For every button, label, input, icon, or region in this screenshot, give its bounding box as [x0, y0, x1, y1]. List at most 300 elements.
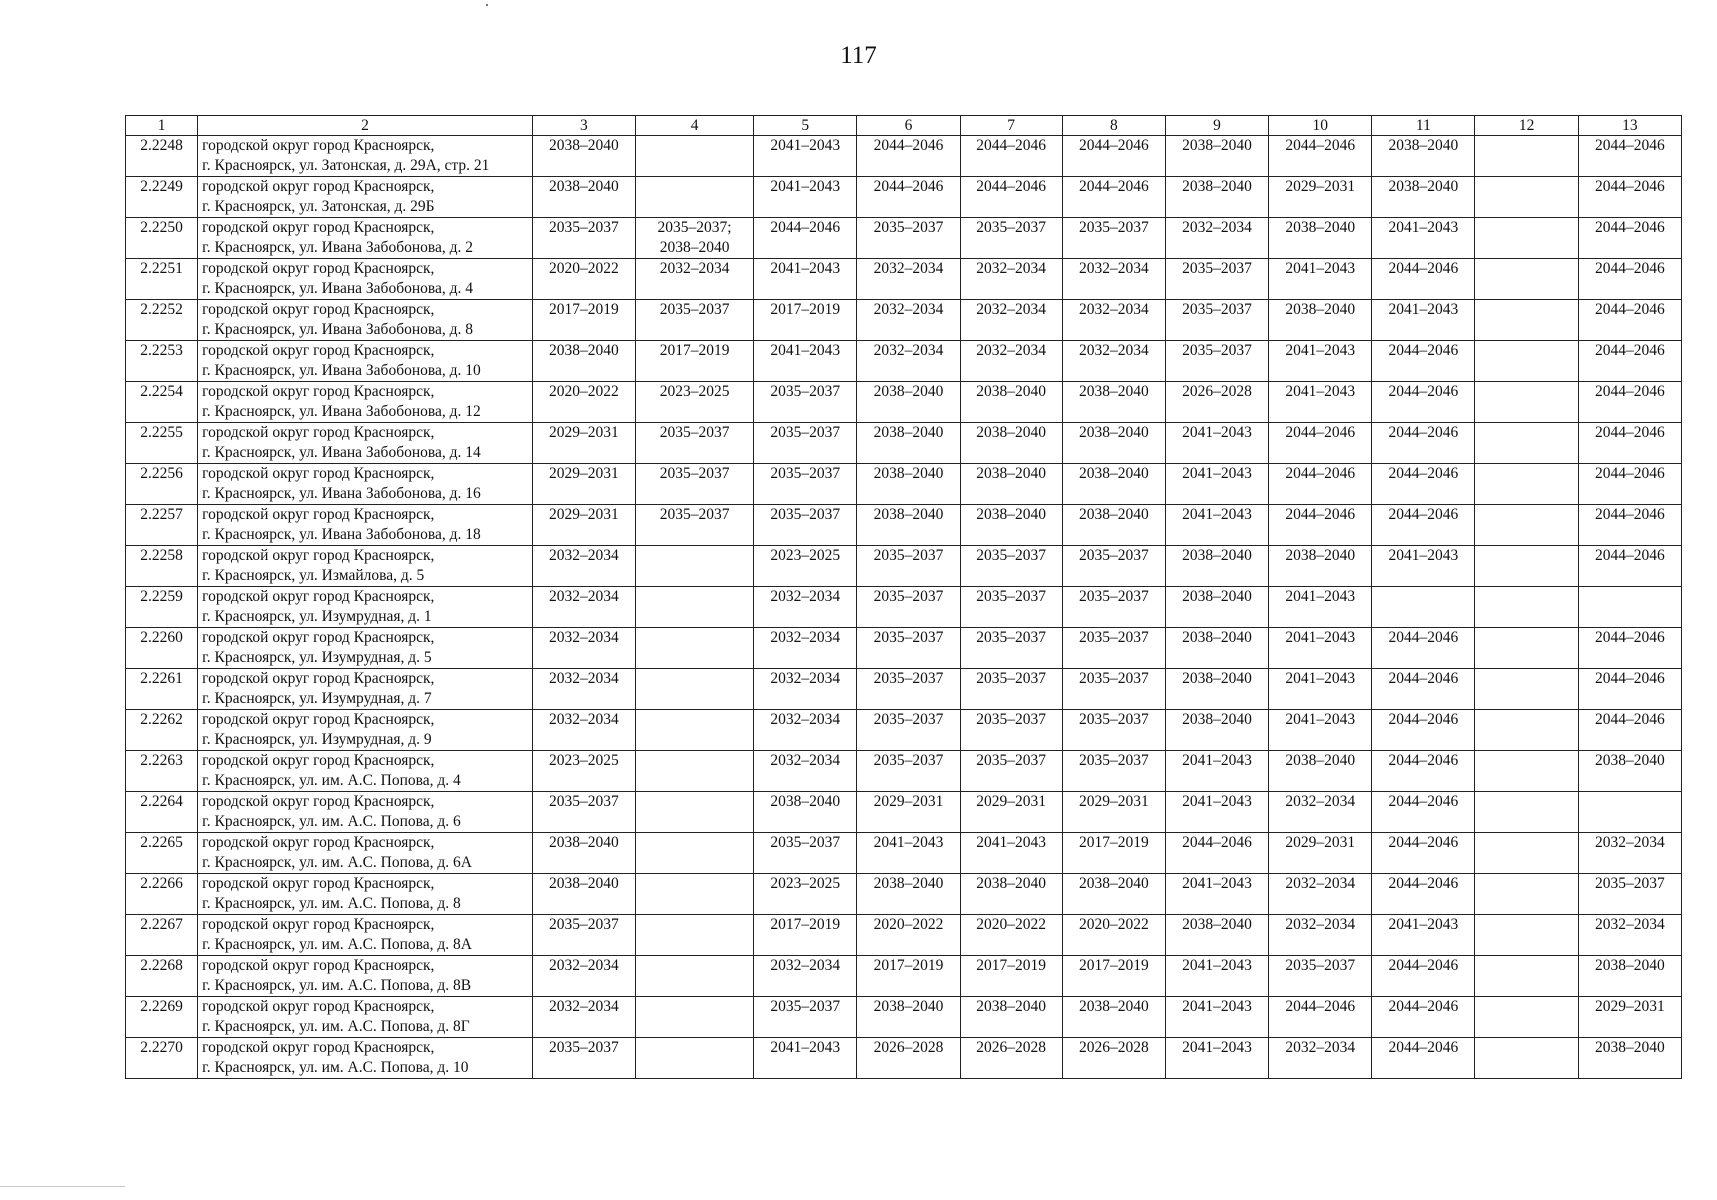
- period-value: 2041–2043: [1182, 1039, 1252, 1056]
- table-row: [126, 1038, 1682, 1079]
- period-value: 2038–2040: [548, 875, 619, 892]
- period-value: 2035–2037: [548, 1039, 619, 1056]
- period-value: 2041–2043: [1285, 342, 1356, 359]
- period-cell-col-12: [1475, 300, 1578, 341]
- address-district: городской округ город Красноярск,: [202, 219, 435, 236]
- address-street: г. Красноярск, ул. Измайлова, д. 5: [202, 567, 425, 584]
- period-cell-col-3: [532, 833, 635, 874]
- period-cell-col-10: [1269, 136, 1372, 177]
- row-number: 2.2257: [126, 505, 198, 546]
- period-cell-col-12: [1475, 833, 1578, 874]
- period-cell-col-7: [960, 915, 1062, 956]
- period-cell-col-5: [754, 710, 857, 751]
- period-cell-col-9: [1165, 423, 1268, 464]
- period-value: 2035–2037: [873, 629, 944, 646]
- address-street: г. Красноярск, ул. Изумрудная, д. 9: [202, 731, 432, 748]
- period-cell-col-9: [1165, 218, 1268, 259]
- period-cell-col-12: [1475, 423, 1578, 464]
- address-district: городской округ город Красноярск,: [202, 875, 435, 892]
- table-row: [126, 177, 1682, 218]
- address-street: г. Красноярск, ул. им. А.С. Попова, д. 6: [202, 813, 461, 830]
- period-cell-col-6: [857, 669, 960, 710]
- column-header-9: 9: [1165, 116, 1268, 136]
- address-cell: [198, 136, 533, 177]
- period-value: 2023–2025: [770, 547, 841, 564]
- period-value: 2032–2034: [1078, 342, 1149, 359]
- period-value: 2044–2046: [1388, 465, 1459, 482]
- address-district: городской округ город Красноярск,: [202, 957, 435, 974]
- row-number: 2.2258: [126, 546, 198, 587]
- period-value: 2026–2028: [976, 1039, 1047, 1056]
- period-value: 2044–2046: [1594, 506, 1665, 523]
- period-value: 2038–2040: [873, 465, 944, 482]
- address-district: городской округ город Красноярск,: [202, 629, 435, 646]
- period-value: 2032–2034: [770, 629, 841, 646]
- period-value: 2038–2040: [1285, 547, 1356, 564]
- period-value: 2035–2037: [1285, 957, 1356, 974]
- column-header-4: 4: [635, 116, 753, 136]
- period-cell-col-5: [754, 915, 857, 956]
- period-cell-col-3: [532, 341, 635, 382]
- period-cell-col-5: [754, 300, 857, 341]
- period-value: 2044–2046: [1594, 178, 1665, 195]
- period-value: 2038–2040: [1388, 178, 1459, 195]
- period-value: 2029–2031: [976, 793, 1047, 810]
- period-value: 2023–2025: [548, 752, 619, 769]
- period-cell-col-10: [1269, 628, 1372, 669]
- period-cell-col-5: [754, 792, 857, 833]
- period-value: 2026–2028: [873, 1039, 944, 1056]
- period-value: 2038–2040: [1285, 219, 1356, 236]
- period-value: 2041–2043: [1285, 383, 1356, 400]
- period-value: 2035–2037: [548, 793, 619, 810]
- period-value: 2041–2043: [770, 178, 841, 195]
- period-cell-col-11: [1372, 382, 1475, 423]
- period-cell-col-7: [960, 177, 1062, 218]
- period-cell-col-8: [1062, 464, 1165, 505]
- period-cell-col-12: [1475, 218, 1578, 259]
- period-cell-col-3: [532, 956, 635, 997]
- period-cell-col-13: [1578, 997, 1681, 1038]
- period-cell-col-11: [1372, 669, 1475, 710]
- period-value: 2032–2034: [1594, 916, 1665, 933]
- period-value: 2038–2040: [1594, 957, 1665, 974]
- period-cell-col-8: [1062, 136, 1165, 177]
- address-street: г. Красноярск, ул. Изумрудная, д. 1: [202, 608, 432, 625]
- period-cell-col-8: [1062, 833, 1165, 874]
- period-value: 2038–2040: [1285, 301, 1356, 318]
- period-cell-col-12: [1475, 136, 1578, 177]
- period-cell-col-6: [857, 628, 960, 669]
- period-cell-col-8: [1062, 259, 1165, 300]
- period-cell-col-5: [754, 833, 857, 874]
- period-value: 2041–2043: [770, 1039, 841, 1056]
- period-cell-col-4: [635, 136, 753, 177]
- period-cell-col-9: [1165, 792, 1268, 833]
- period-cell-col-10: [1269, 587, 1372, 628]
- period-cell-col-11: [1372, 751, 1475, 792]
- period-value: 2020–2022: [548, 260, 619, 277]
- period-cell-col-11: [1372, 997, 1475, 1038]
- period-cell-col-7: [960, 833, 1062, 874]
- period-cell-col-6: [857, 505, 960, 546]
- period-cell-col-5: [754, 956, 857, 997]
- period-cell-col-9: [1165, 382, 1268, 423]
- period-cell-col-11: [1372, 915, 1475, 956]
- period-cell-col-12: [1475, 915, 1578, 956]
- period-cell-col-9: [1165, 259, 1268, 300]
- period-cell-col-10: [1269, 382, 1372, 423]
- period-cell-col-8: [1062, 423, 1165, 464]
- period-cell-col-11: [1372, 833, 1475, 874]
- period-cell-col-3: [532, 792, 635, 833]
- period-cell-col-9: [1165, 136, 1268, 177]
- column-header-8: 8: [1062, 116, 1165, 136]
- period-value: 2038–2040: [1078, 424, 1149, 441]
- row-number: 2.2249: [126, 177, 198, 218]
- period-cell-col-9: [1165, 546, 1268, 587]
- period-cell-col-8: [1062, 587, 1165, 628]
- address-cell: [198, 341, 533, 382]
- period-value: 2017–2019: [873, 957, 944, 974]
- period-value: 2035–2037: [770, 506, 841, 523]
- period-cell-col-13: [1578, 259, 1681, 300]
- period-value: 2035–2037: [873, 547, 944, 564]
- period-value: 2044–2046: [1285, 137, 1356, 154]
- table-row: [126, 628, 1682, 669]
- period-cell-col-11: [1372, 792, 1475, 833]
- period-cell-col-4: [635, 218, 753, 259]
- period-cell-col-5: [754, 628, 857, 669]
- period-value: 2020–2022: [1078, 916, 1149, 933]
- period-value: 2038–2040: [1182, 629, 1252, 646]
- period-value: 2032–2034: [770, 670, 841, 687]
- period-value: 2041–2043: [1182, 465, 1252, 482]
- period-value: 2032–2034: [1285, 1039, 1356, 1056]
- period-value: 2038–2040: [1182, 137, 1252, 154]
- address-cell: [198, 669, 533, 710]
- period-value: 2020–2022: [976, 916, 1047, 933]
- period-value: 2035–2037: [659, 465, 730, 482]
- period-cell-col-12: [1475, 1038, 1578, 1079]
- period-cell-col-13: [1578, 669, 1681, 710]
- period-cell-col-8: [1062, 505, 1165, 546]
- address-street: г. Красноярск, ул. им. А.С. Попова, д. 8: [202, 895, 461, 912]
- period-value: 2038–2040: [1182, 916, 1252, 933]
- address-cell: [198, 177, 533, 218]
- period-cell-col-10: [1269, 423, 1372, 464]
- period-value: 2044–2046: [1388, 629, 1459, 646]
- row-number: 2.2255: [126, 423, 198, 464]
- period-cell-col-12: [1475, 874, 1578, 915]
- period-value: 2044–2046: [1285, 506, 1356, 523]
- period-cell-col-13: [1578, 300, 1681, 341]
- period-cell-col-6: [857, 259, 960, 300]
- period-value: 2032–2034: [770, 588, 841, 605]
- address-district: городской округ город Красноярск,: [202, 834, 435, 851]
- period-cell-col-3: [532, 423, 635, 464]
- period-value: 2035–2037: [976, 752, 1047, 769]
- table-row: [126, 915, 1682, 956]
- period-cell-col-10: [1269, 792, 1372, 833]
- address-district: городской округ город Красноярск,: [202, 137, 435, 154]
- address-cell: [198, 628, 533, 669]
- table-row: [126, 751, 1682, 792]
- period-cell-col-7: [960, 956, 1062, 997]
- period-value: 2038–2040: [1594, 1039, 1665, 1056]
- period-value: 2041–2043: [1182, 998, 1252, 1015]
- period-cell-col-10: [1269, 874, 1372, 915]
- period-value: 2038–2040: [1182, 588, 1252, 605]
- address-street: г. Красноярск, ул. им. А.С. Попова, д. 8Г: [202, 1018, 470, 1035]
- period-value: 2041–2043: [770, 342, 841, 359]
- column-header-11: 11: [1372, 116, 1475, 136]
- address-street: г. Красноярск, ул. им. А.С. Попова, д. 6А: [202, 854, 472, 871]
- period-cell-col-5: [754, 997, 857, 1038]
- period-value: 2035–2037: [1078, 547, 1149, 564]
- period-cell-col-12: [1475, 464, 1578, 505]
- address-cell: [198, 956, 533, 997]
- address-cell: [198, 218, 533, 259]
- period-value: 2041–2043: [1285, 588, 1356, 605]
- period-cell-col-12: [1475, 751, 1578, 792]
- period-cell-col-5: [754, 341, 857, 382]
- table-row: [126, 587, 1682, 628]
- period-value: 2038–2040: [770, 793, 841, 810]
- period-cell-col-13: [1578, 710, 1681, 751]
- period-value: 2038–2040: [873, 998, 944, 1015]
- period-cell-col-9: [1165, 956, 1268, 997]
- row-number: 2.2267: [126, 915, 198, 956]
- period-cell-col-10: [1269, 915, 1372, 956]
- table-row: [126, 997, 1682, 1038]
- address-district: городской округ город Красноярск,: [202, 506, 435, 523]
- period-value: 2032–2034: [1285, 793, 1356, 810]
- period-value: 2017–2019: [976, 957, 1047, 974]
- period-cell-col-13: [1578, 177, 1681, 218]
- period-cell-col-11: [1372, 464, 1475, 505]
- period-cell-col-3: [532, 669, 635, 710]
- period-value: 2044–2046: [1594, 629, 1665, 646]
- address-cell: [198, 382, 533, 423]
- period-cell-col-5: [754, 1038, 857, 1079]
- period-value: 2032–2034: [548, 998, 619, 1015]
- period-value: 2044–2046: [1388, 1039, 1459, 1056]
- period-value: 2044–2046: [1594, 219, 1665, 236]
- period-value: 2041–2043: [1182, 424, 1252, 441]
- period-value: 2017–2019: [1078, 957, 1149, 974]
- period-value: 2044–2046: [770, 219, 841, 236]
- period-cell-col-8: [1062, 669, 1165, 710]
- period-cell-col-7: [960, 751, 1062, 792]
- period-cell-col-8: [1062, 218, 1165, 259]
- row-number: 2.2253: [126, 341, 198, 382]
- period-cell-col-6: [857, 136, 960, 177]
- period-cell-col-4: [635, 177, 753, 218]
- period-cell-col-11: [1372, 341, 1475, 382]
- period-cell-col-4: [635, 464, 753, 505]
- row-number: 2.2252: [126, 300, 198, 341]
- period-value: 2044–2046: [1388, 383, 1459, 400]
- period-cell-col-12: [1475, 546, 1578, 587]
- scan-artifact-line: [0, 1186, 125, 1187]
- period-cell-col-10: [1269, 833, 1372, 874]
- period-value: 2029–2031: [548, 506, 619, 523]
- period-cell-col-9: [1165, 505, 1268, 546]
- period-value: 2038–2040: [873, 875, 944, 892]
- period-cell-col-9: [1165, 1038, 1268, 1079]
- period-cell-col-7: [960, 1038, 1062, 1079]
- period-cell-col-4: [635, 833, 753, 874]
- period-value: 2038–2040: [873, 424, 944, 441]
- period-value: 2044–2046: [1285, 998, 1356, 1015]
- period-cell-col-6: [857, 587, 960, 628]
- period-cell-col-4: [635, 997, 753, 1038]
- table-body: [126, 136, 1682, 1079]
- address-street: г. Красноярск, ул. им. А.С. Попова, д. 10: [202, 1059, 469, 1076]
- period-value: 2032–2034: [770, 957, 841, 974]
- column-header-5: 5: [754, 116, 857, 136]
- period-cell-col-13: [1578, 874, 1681, 915]
- period-cell-col-3: [532, 382, 635, 423]
- period-value: 2041–2043: [770, 137, 841, 154]
- period-value: 2038–2040: [1182, 711, 1252, 728]
- period-cell-col-8: [1062, 792, 1165, 833]
- period-value: 2032–2034: [1078, 260, 1149, 277]
- period-cell-col-9: [1165, 300, 1268, 341]
- row-number: 2.2248: [126, 136, 198, 177]
- period-cell-col-12: [1475, 382, 1578, 423]
- period-value: 2032–2034: [770, 711, 841, 728]
- period-value: 2044–2046: [1388, 793, 1459, 810]
- period-value: 2038–2040: [1182, 670, 1252, 687]
- period-value: 2041–2043: [1285, 670, 1356, 687]
- period-value: 2035–2037: [770, 465, 841, 482]
- period-value: 2035–2037: [1182, 260, 1252, 277]
- address-street: г. Красноярск, ул. Ивана Забобонова, д. 10: [202, 362, 481, 379]
- period-cell-col-13: [1578, 751, 1681, 792]
- period-cell-col-3: [532, 915, 635, 956]
- period-cell-col-13: [1578, 218, 1681, 259]
- period-value: 2038–2040: [1388, 137, 1459, 154]
- period-cell-col-6: [857, 464, 960, 505]
- period-value: 2032–2034: [548, 547, 619, 564]
- period-cell-col-9: [1165, 341, 1268, 382]
- period-cell-col-11: [1372, 423, 1475, 464]
- row-number: 2.2269: [126, 997, 198, 1038]
- period-value: 2035–2037: [873, 711, 944, 728]
- table-row: [126, 669, 1682, 710]
- period-cell-col-4: [635, 915, 753, 956]
- period-value: 2029–2031: [548, 424, 619, 441]
- period-cell-col-11: [1372, 710, 1475, 751]
- period-cell-col-7: [960, 218, 1062, 259]
- period-value: 2044–2046: [1594, 383, 1665, 400]
- period-value: 2038–2040: [1078, 875, 1149, 892]
- period-cell-col-11: [1372, 628, 1475, 669]
- period-value: 2038–2040: [873, 506, 944, 523]
- period-cell-col-6: [857, 751, 960, 792]
- table-row: [126, 300, 1682, 341]
- period-value: 2041–2043: [1182, 752, 1252, 769]
- period-value: 2044–2046: [1388, 957, 1459, 974]
- period-cell-col-7: [960, 628, 1062, 669]
- period-cell-col-12: [1475, 792, 1578, 833]
- period-value: 2032–2034: [1078, 301, 1149, 318]
- period-cell-col-13: [1578, 464, 1681, 505]
- table-row: [126, 874, 1682, 915]
- table-row: [126, 792, 1682, 833]
- table-row: [126, 956, 1682, 997]
- period-value: 2032–2034: [548, 711, 619, 728]
- address-street: г. Красноярск, ул. Изумрудная, д. 7: [202, 690, 432, 707]
- period-value: 2041–2043: [1182, 506, 1252, 523]
- period-cell-col-3: [532, 997, 635, 1038]
- period-cell-col-5: [754, 587, 857, 628]
- address-cell: [198, 710, 533, 751]
- period-value: 2038–2040: [976, 998, 1047, 1015]
- period-cell-col-8: [1062, 382, 1165, 423]
- period-cell-col-12: [1475, 956, 1578, 997]
- period-cell-col-6: [857, 218, 960, 259]
- address-street: г. Красноярск, ул. им. А.С. Попова, д. 4: [202, 772, 461, 789]
- period-cell-col-12: [1475, 259, 1578, 300]
- period-cell-col-3: [532, 136, 635, 177]
- period-cell-col-7: [960, 710, 1062, 751]
- period-cell-col-6: [857, 956, 960, 997]
- period-cell-col-4: [635, 874, 753, 915]
- period-value: 2017–2019: [1078, 834, 1149, 851]
- period-cell-col-12: [1475, 628, 1578, 669]
- period-cell-col-7: [960, 669, 1062, 710]
- address-cell: [198, 423, 533, 464]
- row-number: 2.2260: [126, 628, 198, 669]
- period-cell-col-7: [960, 382, 1062, 423]
- address-district: городской округ город Красноярск,: [202, 752, 435, 769]
- address-street: г. Красноярск, ул. Ивана Забобонова, д. 2: [202, 239, 474, 256]
- period-value: 2044–2046: [1078, 178, 1149, 195]
- period-cell-col-7: [960, 997, 1062, 1038]
- period-cell-col-8: [1062, 1038, 1165, 1079]
- period-value: 2026–2028: [1078, 1039, 1149, 1056]
- period-value: 2023–2025: [659, 383, 730, 400]
- address-cell: [198, 792, 533, 833]
- period-value: 2032–2034: [1594, 834, 1665, 851]
- period-cell-col-12: [1475, 710, 1578, 751]
- period-value: 2044–2046: [1388, 834, 1459, 851]
- period-value: 2029–2031: [1285, 178, 1356, 195]
- period-cell-col-4: [635, 669, 753, 710]
- period-cell-col-12: [1475, 587, 1578, 628]
- period-cell-col-4: [635, 382, 753, 423]
- period-cell-col-3: [532, 546, 635, 587]
- period-value: 2044–2046: [976, 178, 1047, 195]
- period-cell-col-9: [1165, 587, 1268, 628]
- period-value: 2044–2046: [1285, 424, 1356, 441]
- period-cell-col-6: [857, 997, 960, 1038]
- period-cell-col-6: [857, 423, 960, 464]
- period-cell-col-13: [1578, 956, 1681, 997]
- period-value: 2032–2034: [976, 260, 1047, 277]
- period-cell-col-9: [1165, 628, 1268, 669]
- period-cell-col-13: [1578, 341, 1681, 382]
- period-value: 2032–2034: [659, 260, 730, 277]
- table-row: [126, 382, 1682, 423]
- period-value: 2035–2037: [1594, 875, 1665, 892]
- period-cell-col-12: [1475, 177, 1578, 218]
- period-value: 2029–2031: [1594, 998, 1665, 1015]
- period-value: 2044–2046: [1594, 342, 1665, 359]
